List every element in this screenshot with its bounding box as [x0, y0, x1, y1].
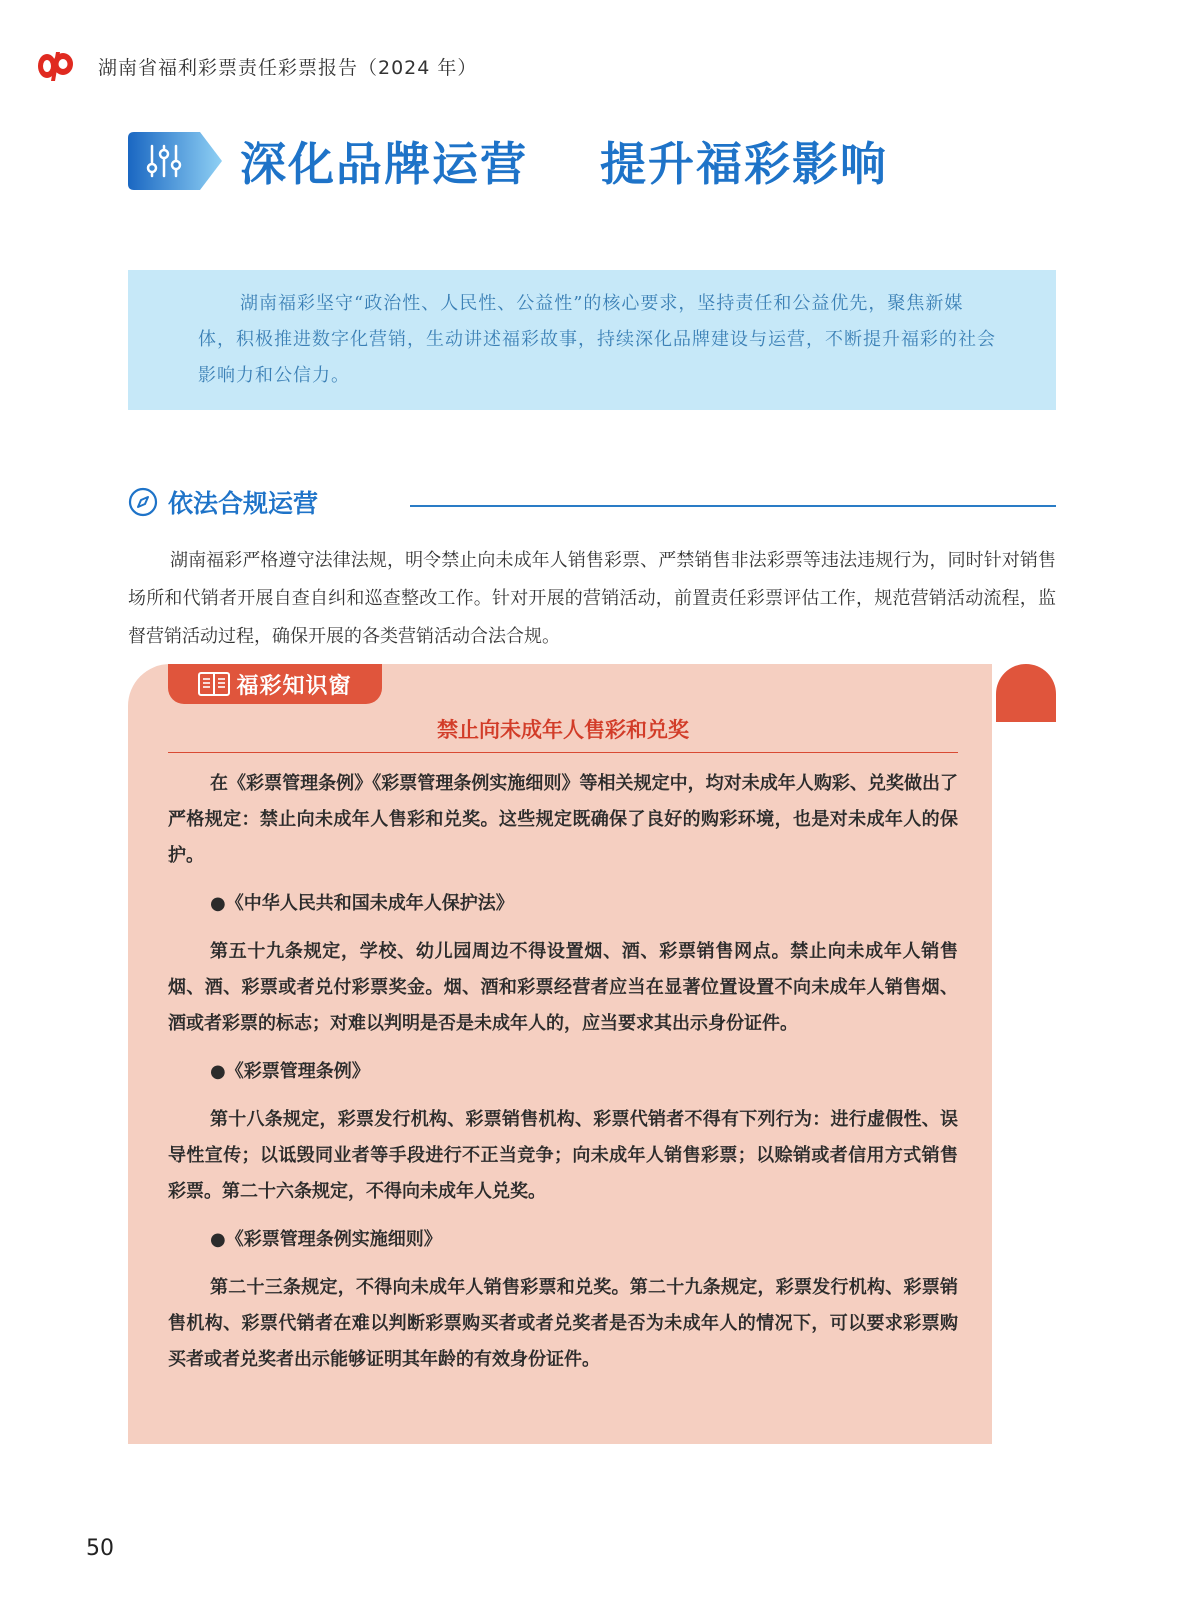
- law-title-implementation-rules: ●《彩票管理条例实施细则》: [210, 1229, 442, 1250]
- compass-icon: [128, 487, 158, 517]
- knowledge-tab: [168, 664, 382, 704]
- subsection-heading: [128, 484, 318, 520]
- law-text-lottery-regulation: 第十八条规定，彩票发行机构、彩票销售机构、彩票代销者不得有下列行为：进行虚假性、误导性宣传；以诋毁同业者等手段进行不正当竞争；向未成年人销售彩票；以赊销或者信用方式销售彩票。第二十六条规定，不得向未成年人兑奖。: [168, 1109, 958, 1202]
- section-banner: [128, 128, 888, 194]
- decorative-corner: [996, 664, 1056, 722]
- page-number: 50: [86, 1536, 114, 1561]
- knowledge-heading: 禁止向未成年人售彩和兑奖: [437, 718, 689, 742]
- knowledge-intro: 在《彩票管理条例》《彩票管理条例实施细则》等相关规定中，均对未成年人购彩、兑奖做出了严格规定：禁止向未成年人售彩和兑奖。这些规定既确保了良好的购彩环境，也是对未成年人的保护。: [168, 773, 958, 866]
- knowledge-divider: [168, 752, 958, 753]
- knowledge-tab-label: 福彩知识窗: [236, 673, 352, 699]
- body-paragraph: 湖南福彩严格遵守法律法规，明令禁止向未成年人销售彩票、严禁销售非法彩票等违法违规行为，同时针对销售场所和代销者开展自查自纠和巡查整改工作。针对开展的营销活动，前置责任彩票评估工作，规范营销活动流程，监督营销活动过程，确保开展的各类营销活动合法合规。: [128, 550, 1056, 647]
- subsection-title: 依法合规运营: [168, 489, 319, 518]
- law-title-lottery-regulation: ●《彩票管理条例》: [210, 1061, 370, 1082]
- china-welfare-lottery-logo-icon: [36, 50, 76, 82]
- law-title-minor-protection: ●《中华人民共和国未成年人保护法》: [210, 893, 514, 914]
- subsection-divider: [410, 505, 1056, 507]
- intro-box: [128, 270, 1056, 410]
- law-text-implementation-rules: 第二十三条规定，不得向未成年人销售彩票和兑奖。第二十九条规定，彩票发行机构、彩票销售机构、彩票代销者在难以判断彩票购买者或者兑奖者是否为未成年人的情况下，可以要求彩票购买者或者兑奖者出示能够证明其年龄的有效身份证件。: [168, 1277, 958, 1370]
- section-title: 深化品牌运营 提升福彩影响: [240, 137, 889, 191]
- equalizer-sliders-icon: [128, 132, 226, 190]
- knowledge-content: [168, 766, 958, 1390]
- intro-text: 湖南福彩坚守“政治性、人民性、公益性”的核心要求，坚持责任和公益优先，聚焦新媒体，积极推进数字化营销，生动讲述福彩故事，持续深化品牌建设与运营，不断提升福彩的社会影响力和公信力。: [198, 293, 996, 386]
- report-title: 湖南省福利彩票责任彩票报告（2024 年）: [98, 56, 478, 79]
- open-book-icon: [198, 671, 230, 697]
- law-text-minor-protection: 第五十九条规定，学校、幼儿园周边不得设置烟、酒、彩票销售网点。禁止向未成年人销售烟、酒、彩票或者兑付彩票奖金。烟、酒和彩票经营者应当在显著位置设置不向未成年人销售烟、酒或者彩票的标志；对难以判明是否是未成年人的，应当要求其出示身份证件。: [168, 941, 958, 1034]
- page-header: [36, 46, 477, 86]
